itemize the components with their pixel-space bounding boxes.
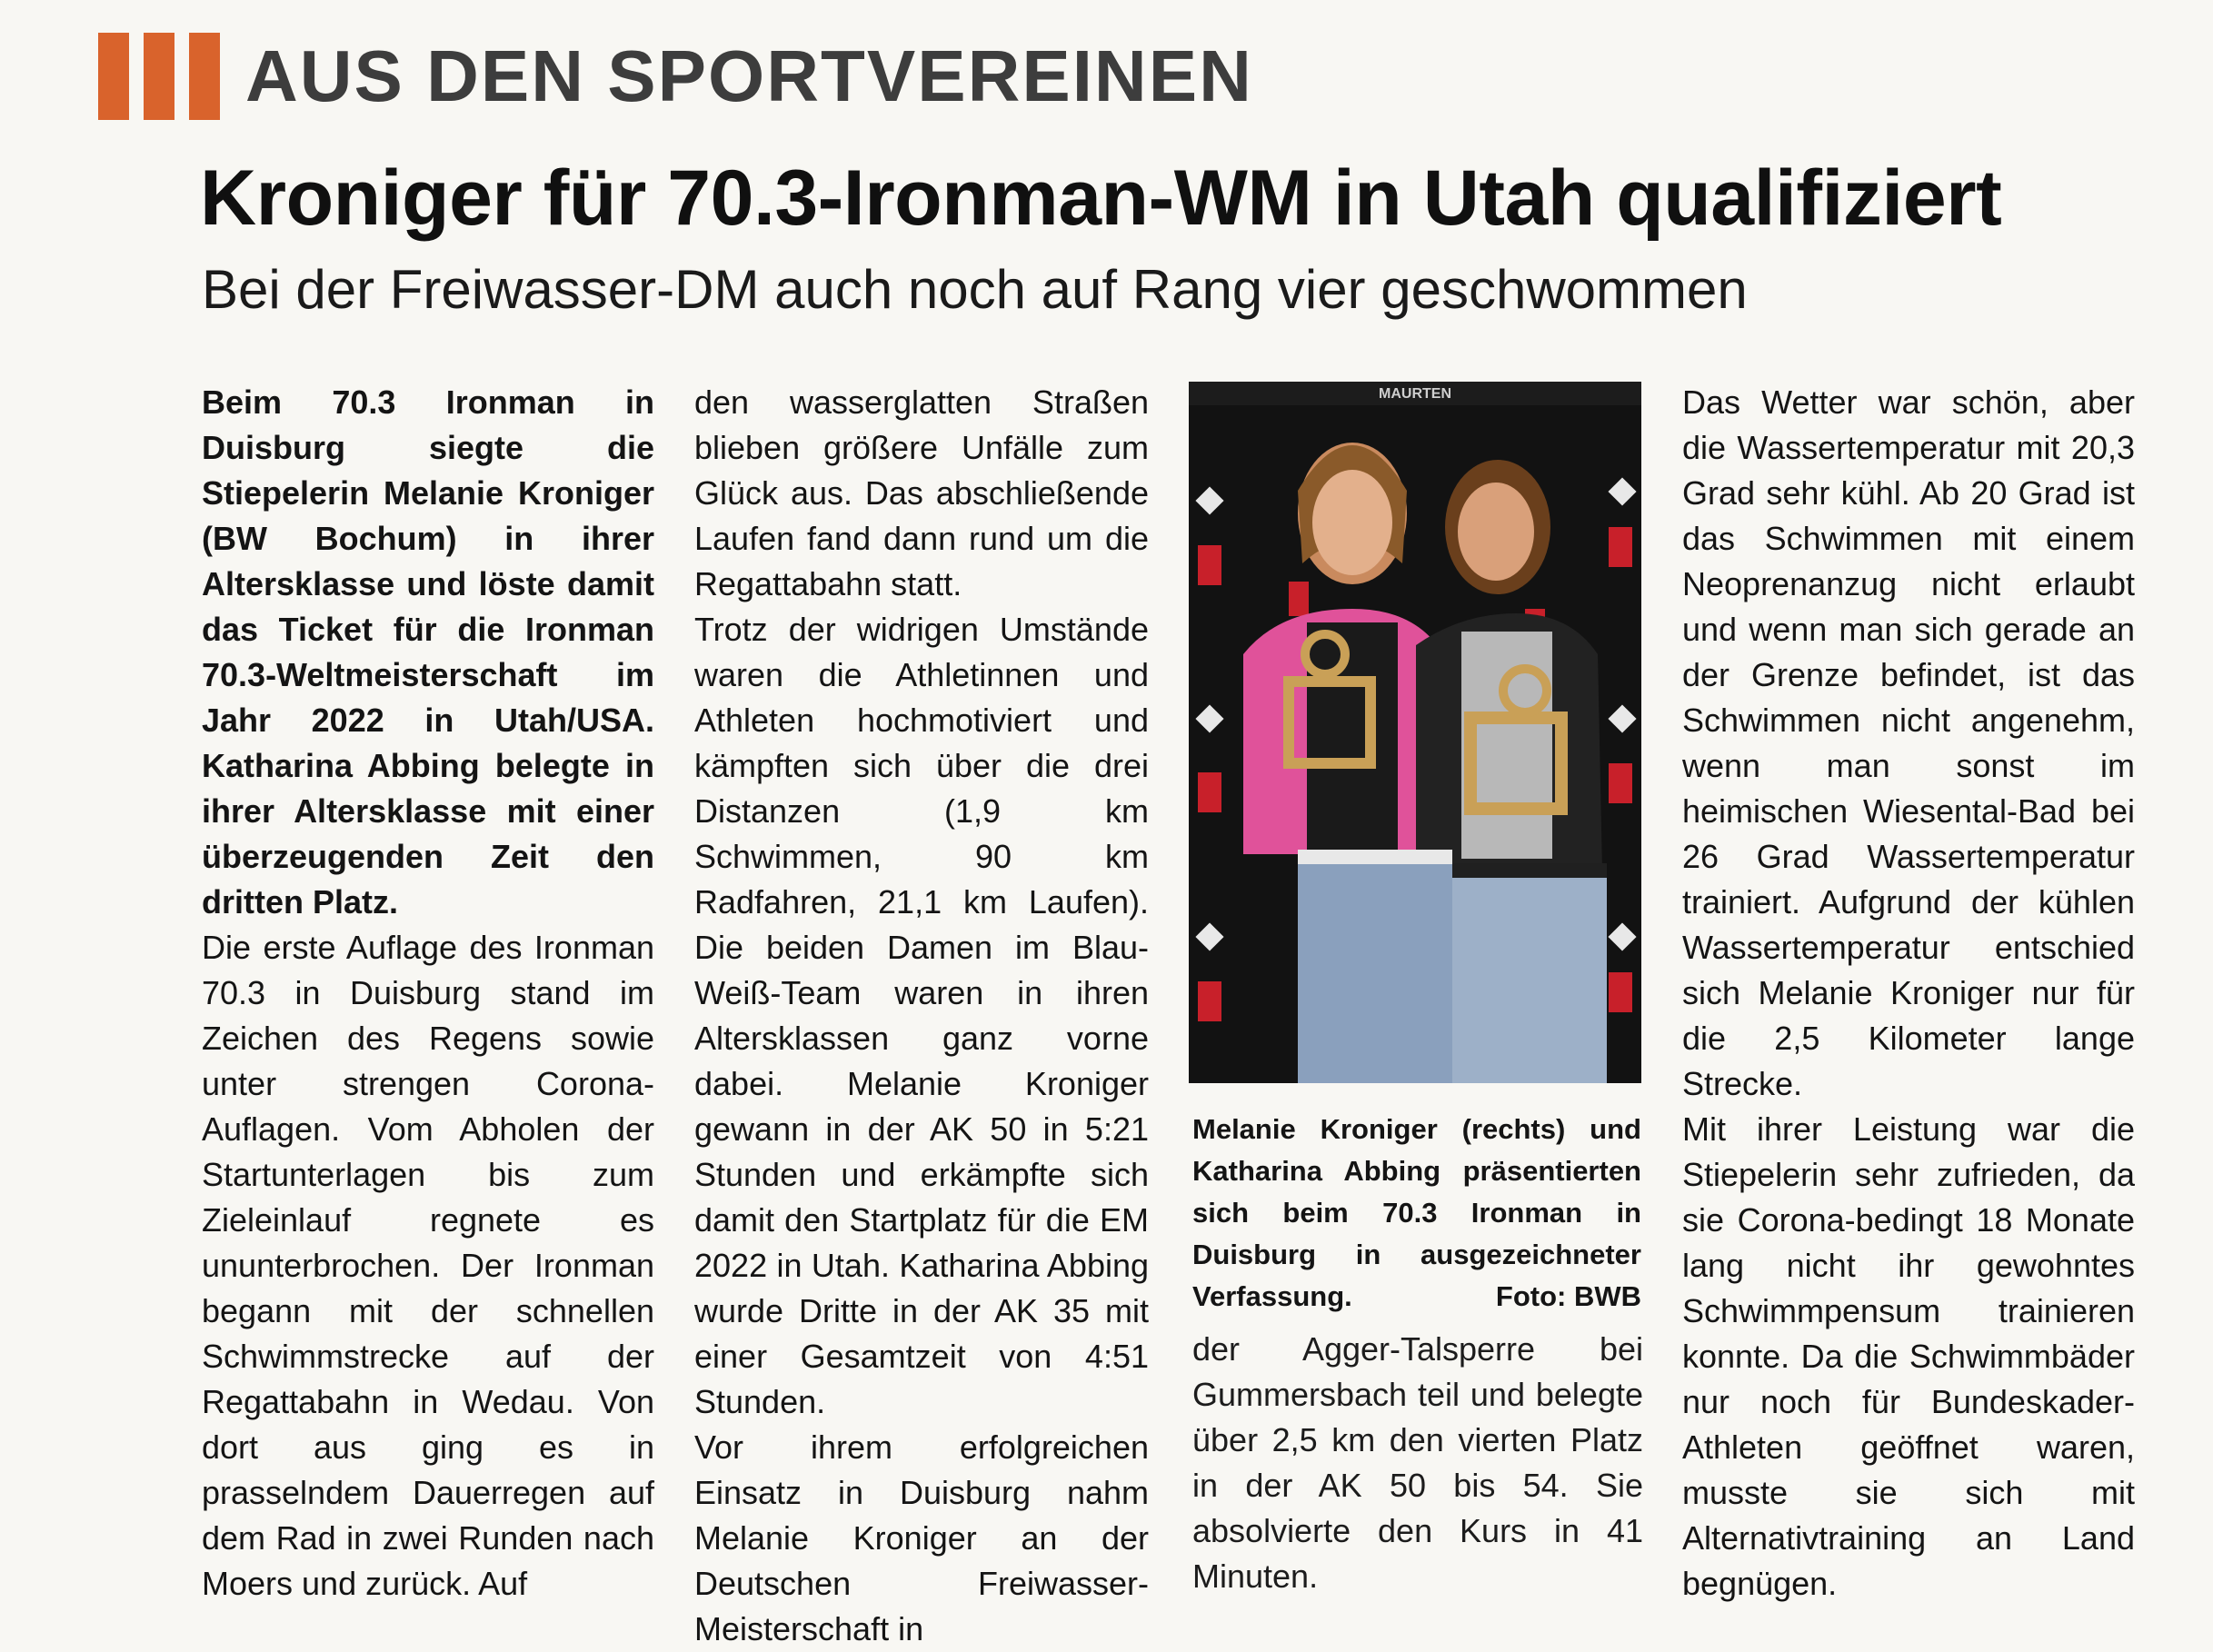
article-paragraph: Das Wetter war schön, aber die Wassertemperatur mit 20,3 Grad sehr kühl. Ab 20 Grad ist das Schwimmen mit einem Neoprenanzug nicht erlaubt und wenn man sich gerade an der Grenze befindet, ist das Schwimmen nicht angenehm, wenn man sonst im heimischen Wiesental-Bad bei 26 Grad Wassertemperatur trainiert. Aufgrund der kühlen Wassertemperatur entschied sich Melanie Kroniger nur für die 2,5 Kilometer lange Strecke.: [1682, 383, 2135, 1102]
section-title: AUS DEN SPORTVEREINEN: [245, 35, 1253, 116]
photo-two-athletes-with-trophies: [1189, 382, 1641, 1083]
article-paragraph: den wasserglatten Straßen blieben größere Unfälle zum Glück aus. Das abschließende Laufen fand dann rund um die Regattabahn statt.: [694, 383, 1149, 602]
article-paragraph: Vor ihrem erfolgreichen Einsatz in Duisburg nahm Melanie Kroniger an der Deutschen Freiwasser-Meisterschaft in: [694, 1428, 1149, 1647]
article-column-2: [694, 380, 1149, 1652]
photo-credit: Foto: BWB: [1495, 1280, 1641, 1312]
article-column-4: [1682, 380, 2135, 1607]
section-header: [98, 33, 1253, 120]
article-paragraph: Trotz der widrigen Umstände waren die Athletinnen und Athleten hochmotiviert und kämpften sich über die drei Distanzen (1,9 km Schwimmen, 90 km Radfahren, 21,1 km Laufen). Die beiden Damen im Blau-Weiß-Team waren in ihren Altersklassen ganz vorne dabei. Melanie Kroniger gewann in der AK 50 in 5:21 Stunden und erkämpfte sich damit den Startplatz für die EM 2022 in Utah. Katharina Abbing wurde Dritte in der AK 35 mit einer Gesamtzeit von 4:51 Stunden.: [694, 611, 1149, 1420]
article-photo: [1189, 382, 1641, 1083]
article-column-1: [202, 380, 654, 1607]
photo-caption: [1192, 1109, 1641, 1318]
photo-banner-text: MAURTEN: [1379, 386, 1451, 402]
article-headline: Kroniger für 70.3-Ironman-WM in Utah qualifiziert: [200, 154, 2002, 242]
article-body-col1: Die erste Auflage des Ironman 70.3 in Duisburg stand im Zeichen des Regens sowie unter strengen Corona-Auflagen. Vom Abholen der Startunterlagen bis zum Zieleinlauf regnete es ununterbrochen. Der Ironman begann mit der schnellen Schwimmstrecke auf der Regattabahn in Wedau. Von dort aus ging es in prasselndem Dauerregen auf dem Rad in zwei Runden nach Moers und zurück. Auf: [202, 929, 654, 1602]
article-body-col3: der Agger-Talsperre bei Gummersbach teil und belegte über 2,5 km den vierten Platz in der AK 50 bis 54. Sie absolvierte den Kurs in 41 Minuten.: [1192, 1330, 1643, 1595]
caption-text: Melanie Kroniger (rechts) und Katharina Abbing präsentierten sich beim 70.3 Ironman in Duisburg in ausgezeichneter Verfassung.: [1192, 1113, 1641, 1312]
article-paragraph: Mit ihrer Leistung war die Stiepelerin sehr zufrieden, da sie Corona-bedingt 18 Monate lang nicht ihr gewohntes Schwimmpensum trainieren konnte. Da die Schwimmbäder nur noch für Bundeskader-Athleten geöffnet waren, musste sie sich mit Alternativtraining an Land begnügen.: [1682, 1110, 2135, 1602]
section-marker-icon: [98, 33, 220, 120]
article-subheadline: Bei der Freiwasser-DM auch noch auf Rang vier geschwommen: [202, 259, 1748, 320]
article-lead: Beim 70.3 Ironman in Duisburg siegte die Stiepelerin Melanie Kroniger (BW Bochum) in ihrer Altersklasse und löste damit das Ticket für die Ironman 70.3-Weltmeisterschaft im Jahr 2022 in Utah/USA. Katharina Abbing belegte in ihrer Altersklasse mit einer überzeugenden Zeit den dritten Platz.: [202, 383, 654, 921]
